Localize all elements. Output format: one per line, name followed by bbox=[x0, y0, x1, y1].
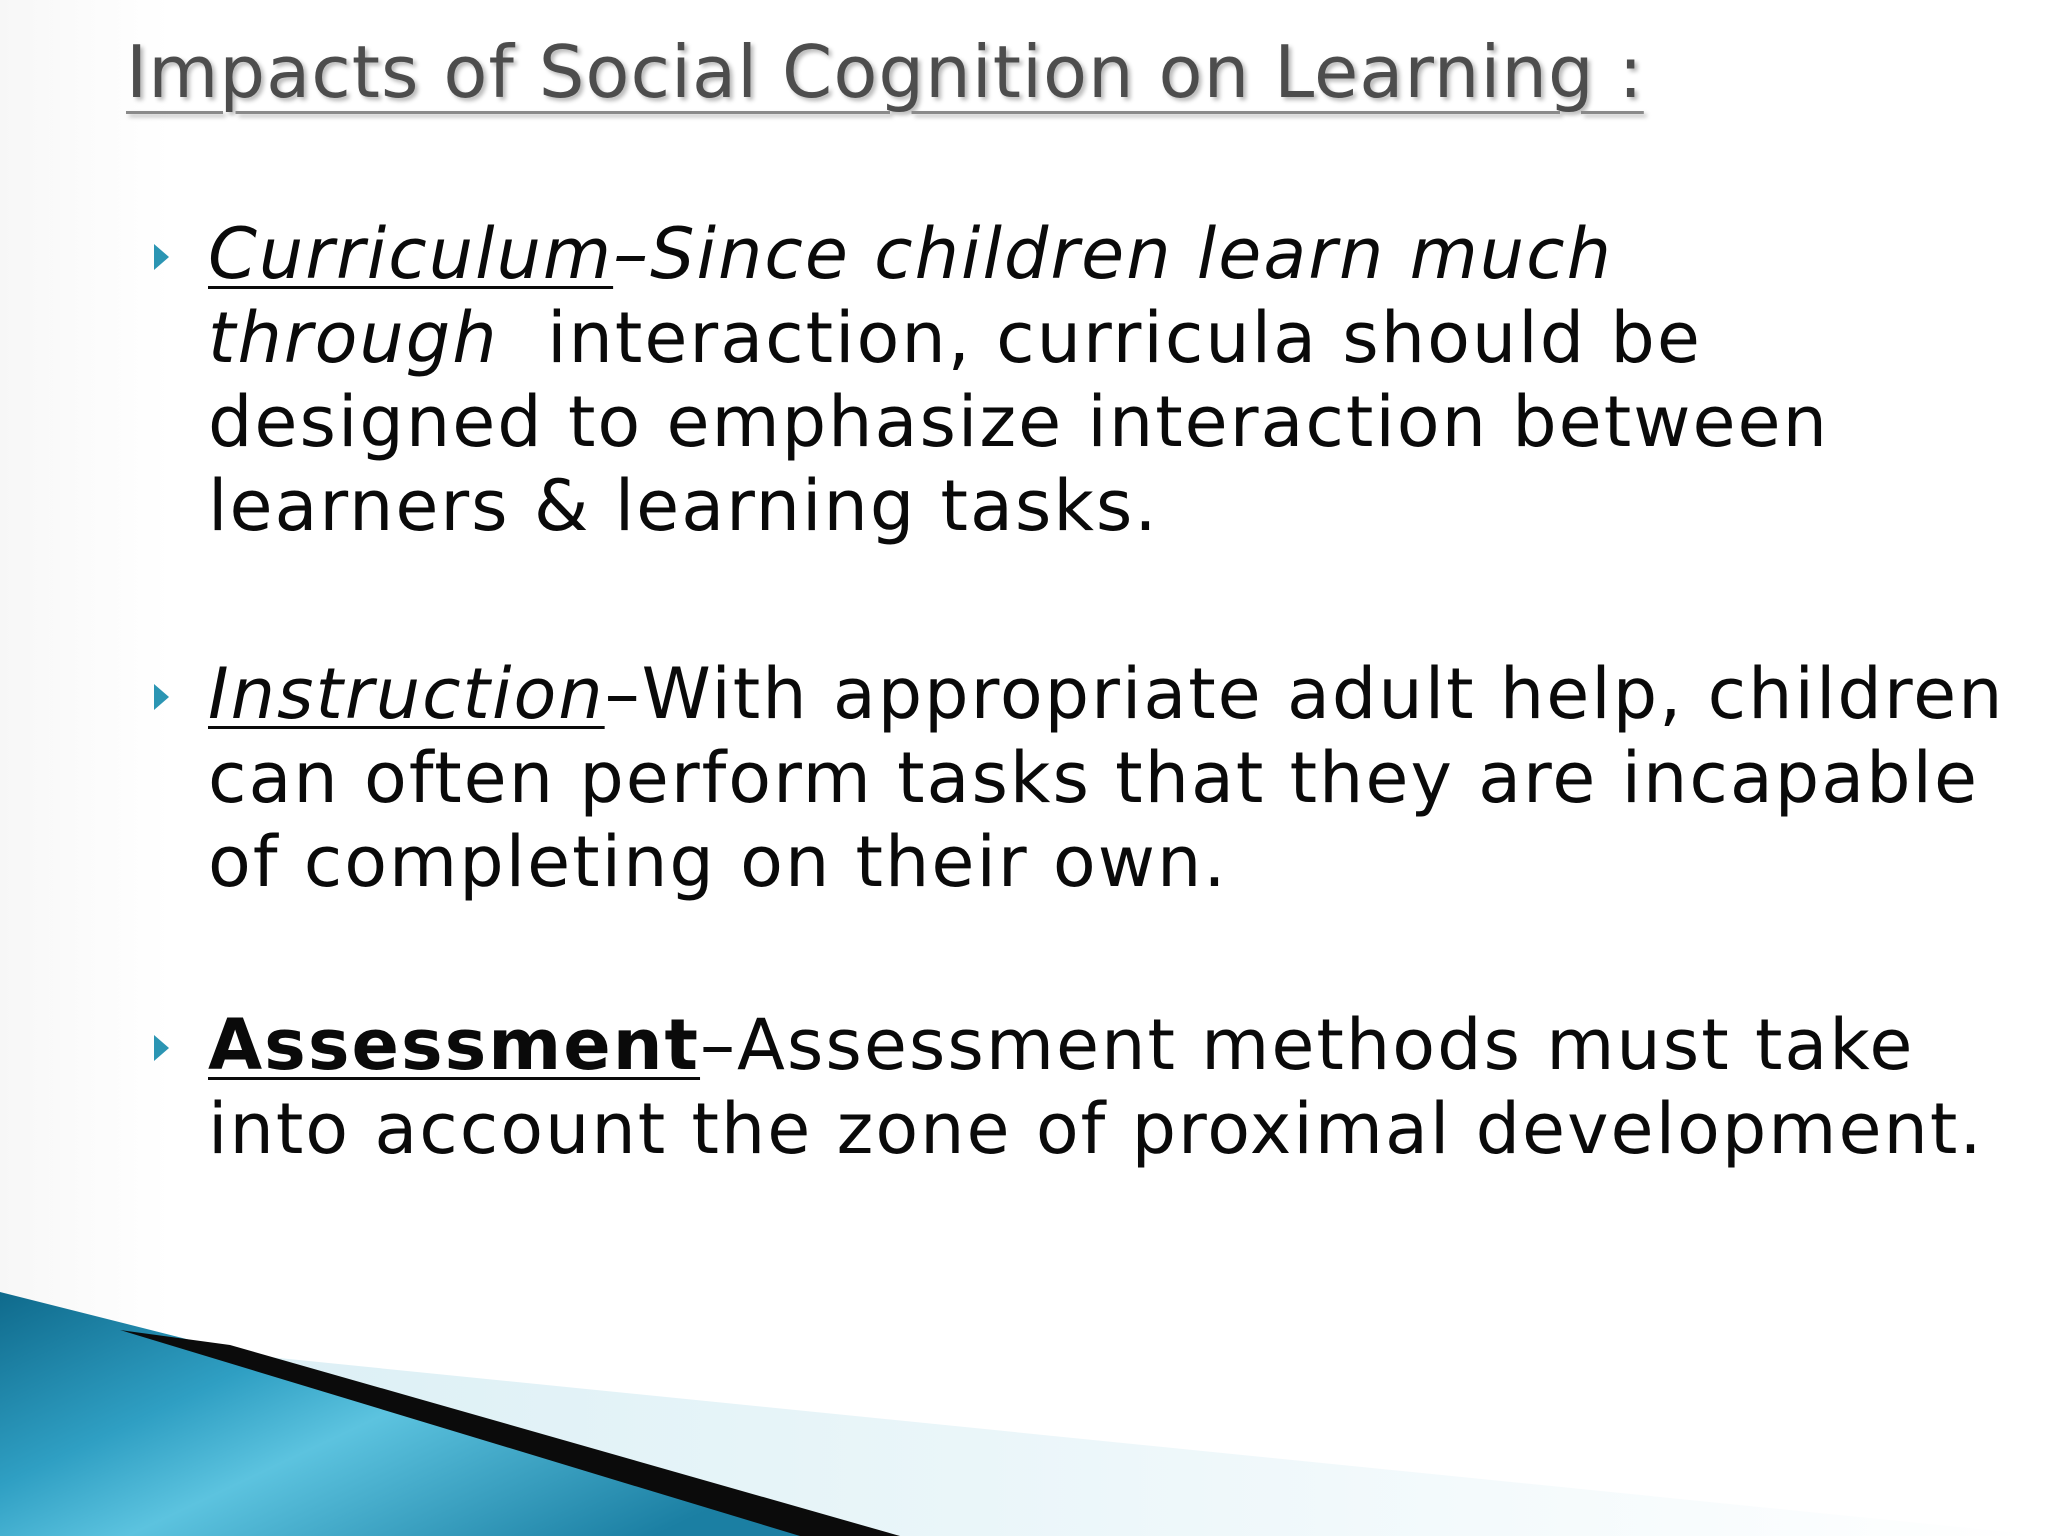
bullet-italic-lead: Since children learn much bbox=[650, 213, 1614, 295]
bullet-italic-lead-2: through bbox=[208, 297, 499, 379]
bullet-body: With appropriate adult help, children can often perform tasks that they are incapable of completing on their own. bbox=[208, 653, 2005, 903]
bullet-keyword: Instruction bbox=[208, 653, 605, 735]
bullet-keyword: Assessment bbox=[208, 1004, 701, 1086]
slide-title: Impacts of Social Cognition on Learning : bbox=[126, 30, 1644, 114]
bullet-keyword: Curriculum bbox=[208, 213, 614, 295]
bullet-dash: – bbox=[613, 213, 651, 295]
bullet-body: interaction, curricula should be designed to emphasize interaction between learners & learning tasks. bbox=[208, 297, 1829, 547]
bullet-body: Assessment methods must take into account the zone of proximal development. bbox=[208, 1004, 1984, 1170]
bullet-dash: – bbox=[700, 1004, 738, 1086]
bullet-dash: – bbox=[604, 653, 642, 735]
